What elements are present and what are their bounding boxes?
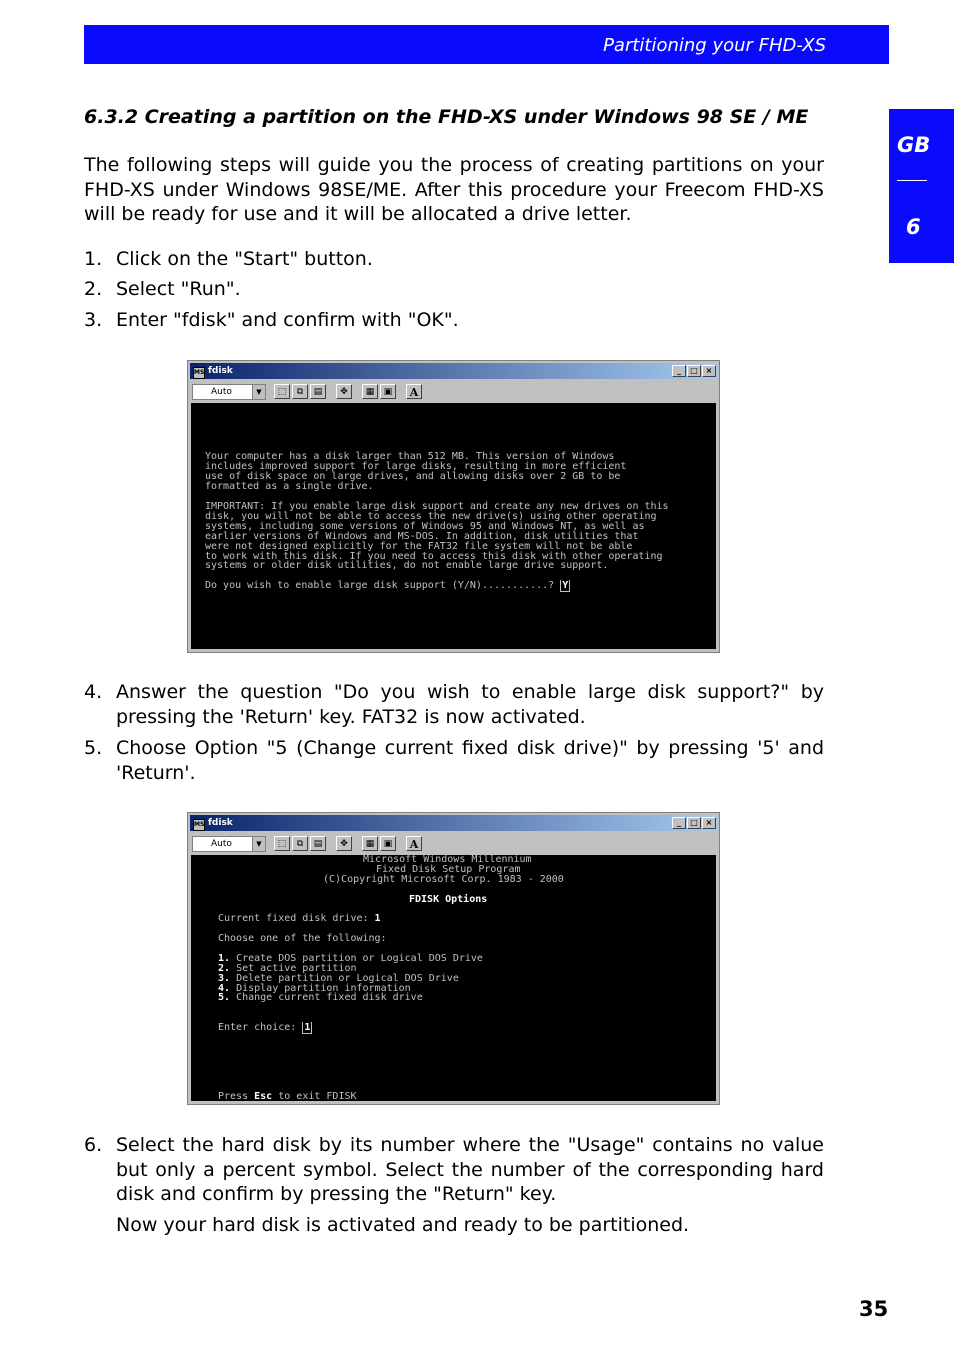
mark-icon[interactable]: ⬚ [274,836,290,851]
option-label: Create DOS partition or Logical DOS Drive [236,953,483,964]
font-size-select[interactable] [192,836,266,852]
background-icon[interactable]: ▣ [380,384,396,399]
current-drive-value: 1 [374,913,381,924]
step-text: Click on the "Start" button. [116,248,373,270]
console-output [191,403,716,649]
prompt-question: Do you wish to enable large disk support (Y/N)...........? [205,580,555,591]
closing-note: Now your hard disk is activated and ready to be partitioned. [116,1214,690,1236]
step-text: Select the hard disk by its number where the "Usage" contains no value but only a percent symbol. Select the number of the corresponding hard disk and confirm by pressing the "Return" key. [116,1134,824,1205]
font-size-value: Auto [211,839,232,849]
current-drive-label: Current fixed disk drive: [218,913,369,924]
option-key: 1. [218,953,231,964]
footer-key: Esc [254,1091,273,1101]
footer-hint [218,1092,357,1101]
fullscreen-icon[interactable]: ✥ [336,384,352,399]
console-line: disk, you will not be able to access the new drive(s) using other operating [205,511,657,522]
font-size-value: Auto [211,387,232,397]
fdisk-options-screenshot [187,812,720,1105]
console-line: to work with this disk. If you need to access this disk with other operating [205,551,663,562]
current-drive-line [218,914,381,924]
step-text: Answer the question "Do you wish to enable large disk support?" by pressing the 'Return' key. FAT32 is now activated. [116,681,824,728]
console-line: were not designed explicitly for the FAT32 file system will not be able [205,541,633,552]
option-label: Delete partition or Logical DOS Drive [236,973,459,984]
window-title: fdisk [208,818,233,828]
fdisk-window-screenshot [187,360,720,653]
tab-divider [897,180,927,181]
console-prompt [205,581,570,591]
font-icon[interactable]: A [406,384,422,399]
minimize-icon[interactable]: _ [672,365,686,377]
step-number: 3. [84,309,103,331]
step-item [84,736,824,785]
closing-note-block [84,1213,824,1238]
console-line: includes improved support for large disks, resulting in more efficient [205,461,627,472]
step-item [84,1133,824,1207]
language-label: GB [897,133,931,157]
paste-icon[interactable]: ▤ [310,384,326,399]
enter-choice-value[interactable]: 1 [304,1022,311,1033]
console-line: earlier versions of Windows and MS-DOS. In addition, disk utilities that [205,531,639,542]
console-line: Your computer has a disk larger than 512 MB. This version of Windows [205,451,615,462]
background-icon[interactable]: ▣ [380,836,396,851]
window-titlebar [190,815,717,831]
maximize-icon[interactable]: □ [687,817,701,829]
fullscreen-icon[interactable]: ✥ [336,836,352,851]
option-key: 5. [218,992,231,1003]
chapter-number: 6 [906,215,921,239]
copy-icon[interactable]: ⧉ [292,384,308,399]
program-header-line: Microsoft Windows Millennium [363,855,532,865]
menu-title: FDISK Options [409,894,488,905]
step-text: Enter "fdisk" and confirm with "OK". [116,309,459,331]
chevron-down-icon[interactable]: ▼ [252,837,265,851]
properties-icon[interactable]: ▦ [362,836,378,851]
prompt-answer[interactable]: Y [562,580,569,591]
enter-choice-line [218,1023,312,1033]
program-header-line: Fixed Disk Setup Program [376,864,521,875]
properties-icon[interactable]: ▦ [362,384,378,399]
console-line: systems or older disk utilities, do not enable large drive support. [205,560,609,571]
window-toolbar [190,833,717,855]
option-label: Set active partition [236,963,357,974]
copy-icon[interactable]: ⧉ [292,836,308,851]
window-toolbar [190,381,717,403]
font-icon[interactable]: A [406,836,422,851]
font-size-select[interactable] [192,384,266,400]
intro-paragraph: The following steps will guide you the process of creating partitions on your FHD-XS under Windows 98SE/ME. After this procedure your Freecom FHD-XS will be ready for use and it will be allocated a drive letter. [84,154,824,225]
window-titlebar [190,363,717,379]
footer-rest: to exit FDISK [278,1091,357,1101]
window-title: fdisk [208,366,233,376]
option-label: Display partition information [236,983,411,994]
option-key: 2. [218,963,231,974]
running-title: Partitioning your FHD-XS [603,35,826,56]
footer-press: Press [218,1091,249,1101]
step-number: 4. [84,681,103,703]
chevron-down-icon[interactable]: ▼ [252,385,265,399]
choose-label: Choose one of the following: [218,933,387,944]
option-label: Change current fixed disk drive [236,992,423,1003]
console-line: formatted as a single drive. [205,481,374,492]
option-key: 3. [218,973,231,984]
step-number: 6. [84,1134,103,1156]
option-key: 4. [218,983,231,994]
close-icon[interactable]: × [702,365,716,377]
step-item [84,277,824,302]
mark-icon[interactable]: ⬚ [274,384,290,399]
step-item [84,308,824,333]
msdos-app-icon: MS [193,819,205,831]
console-line: IMPORTANT: If you enable large disk support and create any new drives on this [205,501,669,512]
step-item [84,680,824,729]
step-number: 5. [84,737,103,759]
console-output [191,855,716,1101]
console-line: systems, including some versions of Windows 95 and Windows NT, as well as [205,521,645,532]
msdos-app-icon: MS [193,367,205,379]
step-number: 2. [84,278,103,300]
enter-choice-label: Enter choice: [218,1022,297,1033]
paste-icon[interactable]: ▤ [310,836,326,851]
program-header-line: (C)Copyright Microsoft Corp. 1983 - 2000 [323,874,564,885]
menu-option[interactable] [218,993,423,1003]
console-line: use of disk space on large drives, and allowing disks over 2 GB to be [205,471,621,482]
close-icon[interactable]: × [702,817,716,829]
minimize-icon[interactable]: _ [672,817,686,829]
page-number: 35 [859,1297,889,1321]
step-text: Select "Run". [116,278,241,300]
chapter-side-tab [889,109,954,263]
running-header-bar [84,25,889,64]
maximize-icon[interactable]: □ [687,365,701,377]
step-item [84,247,824,272]
section-title: 6.3.2 Creating a partition on the FHD-XS under Windows 98 SE / ME [84,106,809,128]
step-number: 1. [84,248,103,270]
step-text: Choose Option "5 (Change current fixed disk drive)" by pressing '5' and 'Return'. [116,737,824,784]
